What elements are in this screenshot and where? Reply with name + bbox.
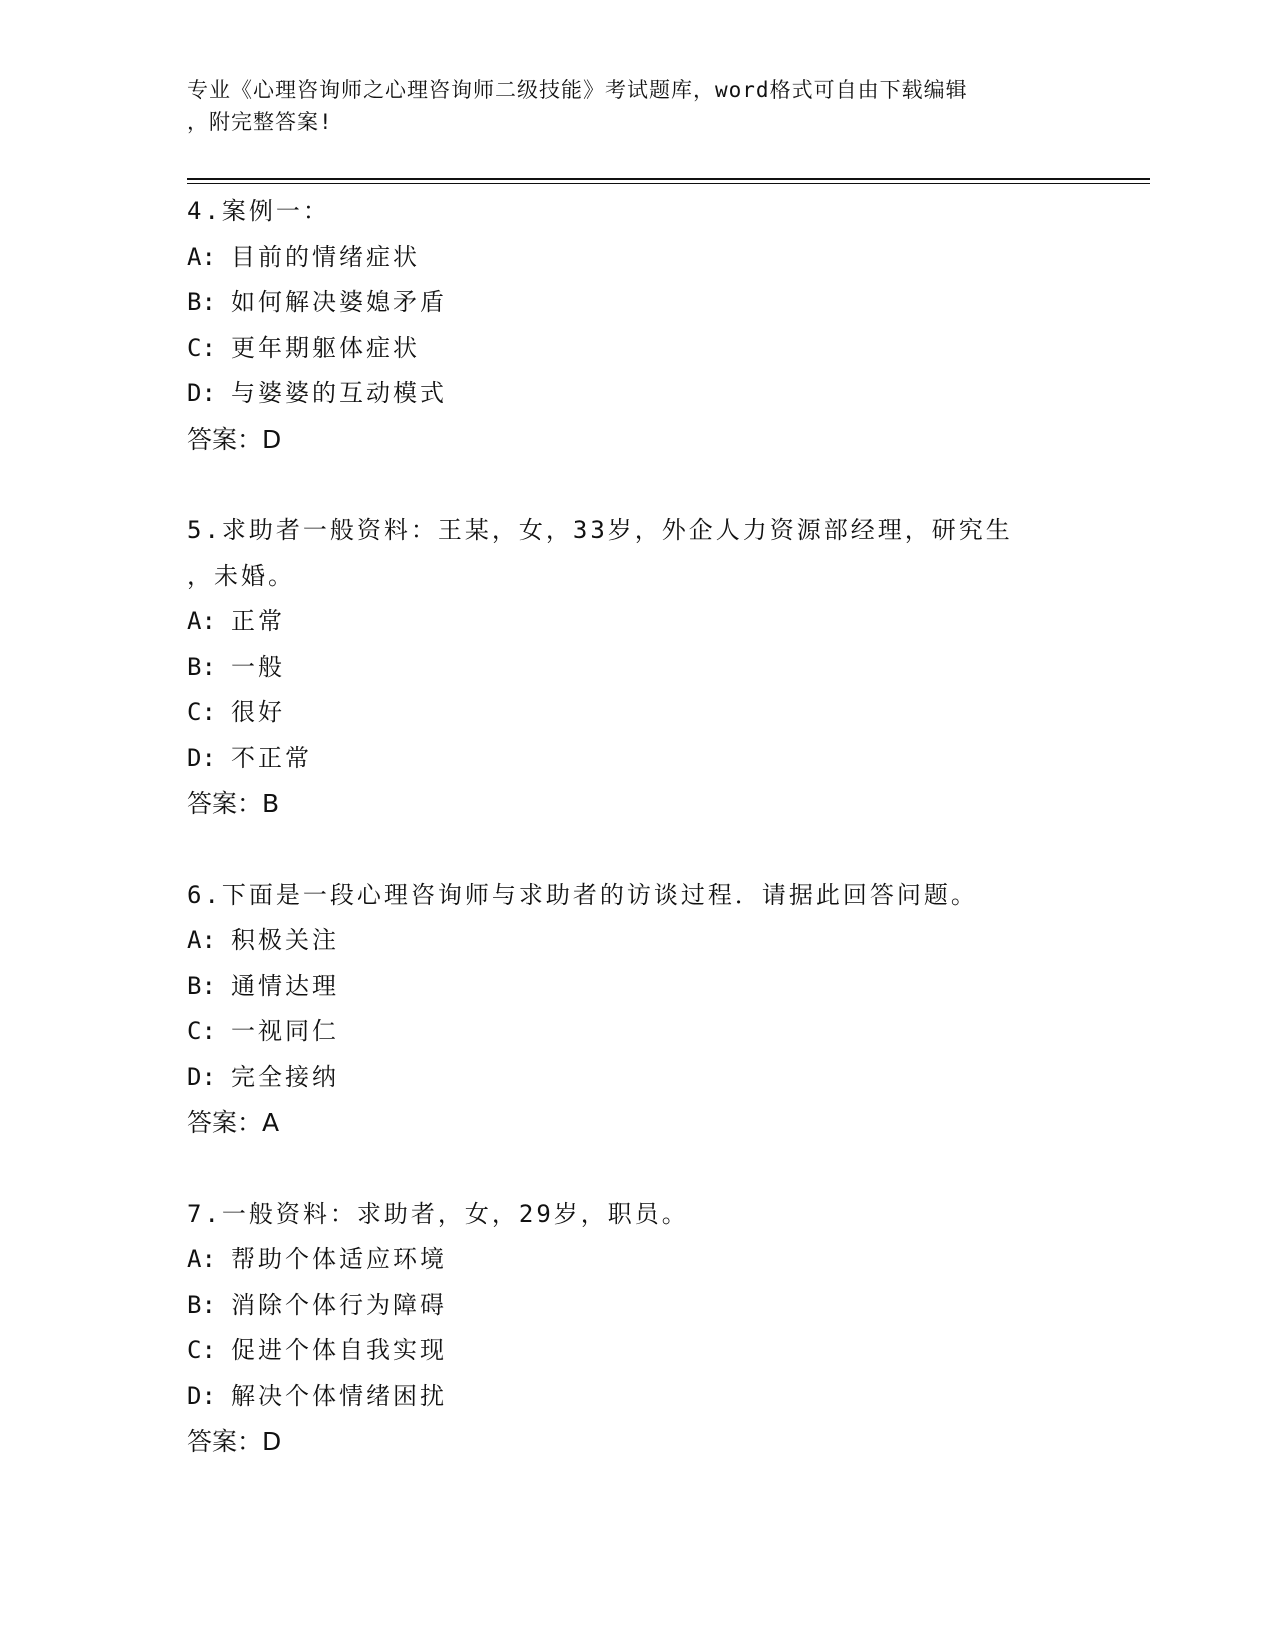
option-letter: B:: [187, 288, 216, 316]
option-list: [187, 235, 1087, 417]
answer-label: 答案：: [187, 424, 263, 454]
answer-value: A: [262, 1108, 280, 1137]
option-letter: C:: [187, 1017, 216, 1045]
answer-label: 答案：: [187, 1427, 263, 1456]
option-text: 帮助个体适应环境: [231, 1245, 447, 1273]
question-stem: 4.案例一：: [187, 197, 330, 225]
answer-value: D: [262, 1427, 282, 1456]
option-letter: C:: [187, 698, 216, 726]
question-6: [187, 873, 1087, 1146]
option-d: [187, 1374, 1087, 1420]
option-c: [187, 326, 1087, 372]
option-b: [187, 964, 1087, 1010]
answer-value: D: [262, 424, 282, 454]
option-text: 通情达理: [231, 971, 339, 1000]
option-letter: B:: [187, 1290, 216, 1319]
question-stem-continuation: ，未婚。: [187, 561, 295, 590]
option-a: [187, 235, 1087, 281]
option-b: [187, 1283, 1087, 1329]
question-7: [187, 1192, 1087, 1465]
option-text: 促进个体自我实现: [231, 1336, 447, 1364]
option-letter: D:: [187, 1062, 216, 1091]
option-letter: B:: [187, 971, 216, 1000]
option-letter: A:: [187, 607, 216, 635]
question-5: [187, 508, 1087, 827]
answer-label: 答案：: [187, 789, 263, 818]
option-text: 不正常: [231, 743, 312, 772]
option-c: [187, 1009, 1087, 1055]
option-text: 解决个体情绪困扰: [231, 1381, 447, 1410]
option-text: 一般: [231, 652, 285, 681]
option-b: [187, 280, 1087, 326]
header-divider-thin: [187, 183, 1150, 184]
question-stem: 5.求助者一般资料：王某，女，33岁，外企人力资源部经理，研究生: [187, 516, 1013, 544]
option-text: 积极关注: [231, 926, 339, 954]
answer-line: [187, 417, 1087, 463]
answer-line: [187, 1100, 1087, 1146]
option-text: 更年期躯体症状: [231, 333, 420, 362]
option-letter: D:: [187, 1381, 216, 1410]
option-c: [187, 1328, 1087, 1374]
option-letter: A:: [187, 926, 216, 954]
option-a: [187, 1237, 1087, 1283]
option-a: [187, 599, 1087, 645]
question-list: [187, 189, 1087, 1511]
header-line-2: ，附完整答案!: [187, 110, 333, 134]
option-c: [187, 690, 1087, 736]
question-4: [187, 189, 1087, 462]
option-text: 消除个体行为障碍: [231, 1290, 447, 1319]
answer-label: 答案：: [187, 1108, 263, 1137]
option-a: [187, 918, 1087, 964]
question-stem: 7.一般资料：求助者，女，29岁，职员。: [187, 1199, 689, 1228]
option-text: 一视同仁: [231, 1017, 339, 1045]
header-divider-thick: [187, 178, 1150, 180]
option-text: 如何解决婆媳矛盾: [231, 288, 447, 316]
answer-line: [187, 781, 1087, 827]
option-list: [187, 599, 1087, 781]
header-line-1: 专业《心理咨询师之心理咨询师二级技能》考试题库，word格式可自由下载编辑: [187, 78, 968, 102]
answer-line: [187, 1419, 1087, 1465]
option-text: 目前的情绪症状: [231, 242, 420, 271]
option-b: [187, 645, 1087, 691]
question-stem: 6.下面是一段心理咨询师与求助者的访谈过程．请据此回答问题。: [187, 880, 978, 909]
option-letter: D:: [187, 743, 216, 772]
option-text: 与婆婆的互动模式: [231, 379, 447, 407]
option-list: [187, 1237, 1087, 1419]
option-letter: A:: [187, 1245, 216, 1273]
document-header: [187, 74, 1067, 138]
option-d: [187, 1055, 1087, 1101]
option-text: 很好: [231, 698, 285, 726]
option-letter: C:: [187, 333, 216, 362]
option-letter: C:: [187, 1336, 216, 1364]
option-d: [187, 736, 1087, 782]
option-text: 正常: [231, 607, 285, 635]
option-d: [187, 371, 1087, 417]
option-list: [187, 918, 1087, 1100]
answer-value: B: [262, 789, 280, 818]
option-letter: A:: [187, 242, 216, 271]
option-text: 完全接纳: [231, 1062, 339, 1091]
option-letter: B:: [187, 652, 216, 681]
option-letter: D:: [187, 379, 216, 407]
